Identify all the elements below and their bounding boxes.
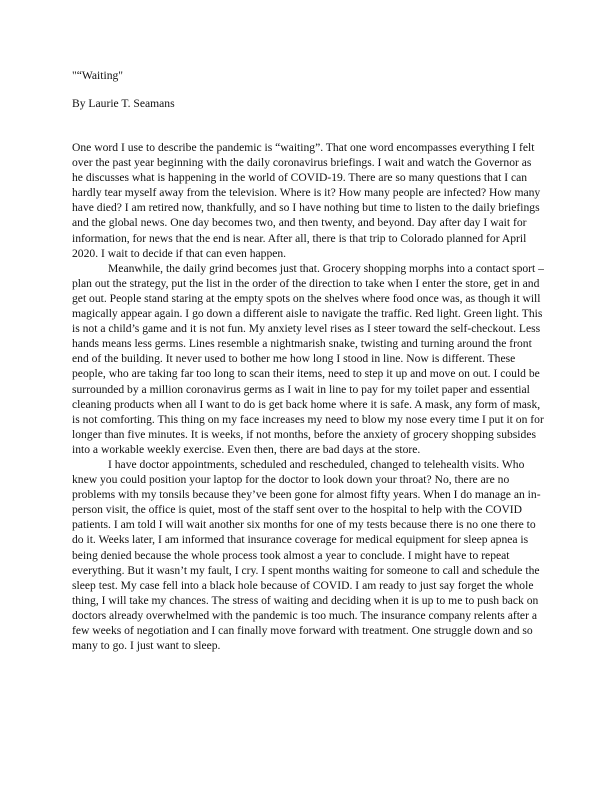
paragraph-1: One word I use to describe the pandemic is “waiting”. That one word encompasses everything I felt over the past year beginning with the daily coronavirus briefings. I wait and watch the Governor as he discusses what is happening in the world of COVID-19. There are so many questions that I can hardly tear myself away from the television. Where is it? How many people are infected? How many have died? I am retired now, thankfully, and so I have nothing but time to listen to the daily briefings and the global news. One day becomes two, and then twenty, and beyond. Day after day I wait for information, for news that the end is near. After all, there is that trip to Colorado planned for April 2020. I wait to decide if that can even happen. <box>72 141 541 260</box>
document-byline: By Laurie T. Seamans <box>72 97 175 110</box>
paragraph-2: Meanwhile, the daily grind becomes just that. Grocery shopping morphs into a contact sport – plan out the strategy, put the list in the order of the direction to take when I enter the store, get in and get out. People stand staring at the empty spots on the shelves where food once was, as though it will magically appear again. I go down a different aisle to navigate the traffic. Red light. Green light. This is not a child’s game and it is not fun. My anxiety level rises as I steer toward the self-checkout. Less hands means less germs. Lines resemble a nightmarish snake, twisting and turning around the front end of the building. It never used to bother me how long I stood in line. Now is different. These people, who are taking far too long to scan their items, need to step it up and move on out. I could be surrounded by a million coronavirus germs as I wait in line to pay for my toilet paper and essential cleaning products when all I want to do is get back home where it is safe. A mask, any form of mask, is not comforting. This thing on my face increases my need to blow my nose every time I put it on for longer than five minutes. It is weeks, if not months, before the anxiety of grocery shopping subsides into a workable weekly exercise. Even then, there are bad days at the store. <box>72 261 544 456</box>
paragraph-3: I have doctor appointments, scheduled and rescheduled, changed to telehealth visits. Who knew you could position your laptop for the doctor to look down your throat? No, there are no problems with my tonsils because they’ve been gone for almost fifty years. When I do manage an in-person visit, the office is quiet, most of the staff sent over to the hospital to help with the COVID patients. I am told I will wait another six months for one of my tests because there is no one there to do it. Weeks later, I am informed that insurance coverage for medical equipment for sleep apnea is being denied because the whole process took almost a year to conclude. I might have to repeat everything. But it wasn’t my fault, I cry. I spent months waiting for someone to call and schedule the sleep test. My case fell into a black hole because of COVID. I am ready to just say forget the whole thing, I will take my chances. The stress of waiting and deciding when it is up to me to push back on doctors already overwhelmed with the pandemic is too much. The insurance company relents after a few weeks of negotiation and I can finally move forward with treatment. One struggle down and so many to go. I just want to sleep. <box>72 457 541 653</box>
document-body <box>72 140 544 653</box>
document-title: "“Waiting" <box>72 69 124 82</box>
